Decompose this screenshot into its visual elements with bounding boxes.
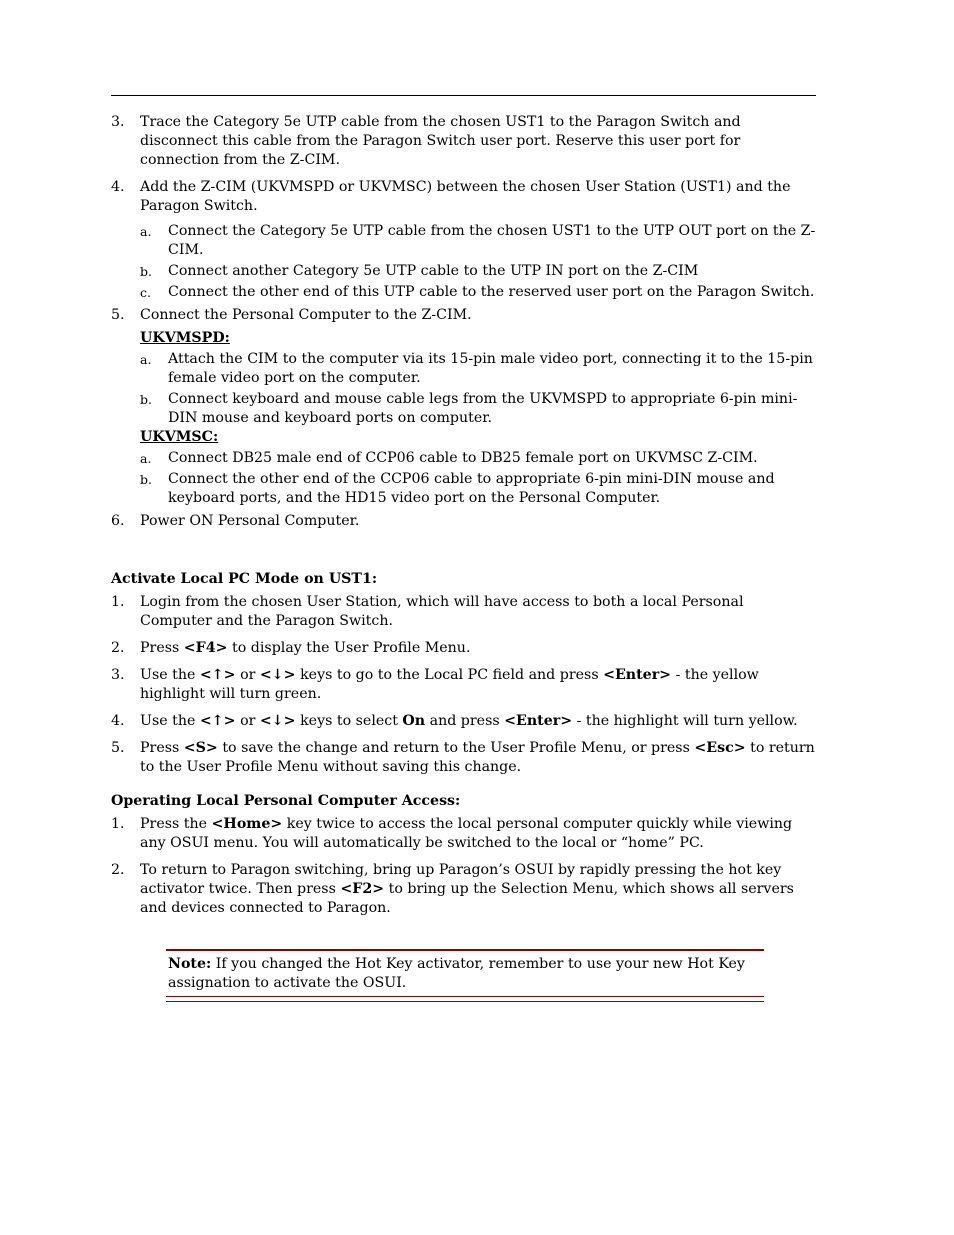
ukvmsc-b: b. Connect the other end of the CCP06 cable to appropriate 6-pin mini-DIN mouse and keyboard ports, and the HD15 video port on the Personal Computer. bbox=[140, 471, 775, 506]
activate-step-4: 4. Use the <↑> or <↓> keys to select On and press <Enter> - the highlight will turn yellow. bbox=[111, 713, 798, 729]
activate-step-3: 3. Use the <↑> or <↓> keys to go to the Local PC field and press <Enter> - the yellow highlight will turn green. bbox=[111, 667, 759, 702]
note-text: If you changed the Hot Key activator, remember to use your new Hot Key assignation to activate the OSUI. bbox=[168, 956, 745, 991]
document-body bbox=[111, 113, 816, 918]
note-bottom-rule bbox=[166, 996, 764, 1002]
note-box bbox=[166, 949, 764, 997]
activate-step-1: 1. Login from the chosen User Station, which will have access to both a local Personal Computer and the Paragon Switch. bbox=[111, 594, 744, 629]
step-5: 5. Connect the Personal Computer to the Z-CIM. bbox=[111, 307, 472, 323]
step-4a: a. Connect the Category 5e UTP cable from the chosen UST1 to the UTP OUT port on the Z-CIM. bbox=[140, 223, 816, 258]
activate-step-2: 2. Press <F4> to display the User Profile Menu. bbox=[111, 640, 471, 656]
step-4: 4. Add the Z-CIM (UKVMSPD or UKVMSC) between the chosen User Station (UST1) and the Paragon Switch. bbox=[111, 179, 791, 214]
step-3: 3. Trace the Category 5e UTP cable from the chosen UST1 to the Paragon Switch and disconnect this cable from the Paragon Switch user port. Reserve this user port for connection from the Z-CIM. bbox=[111, 114, 741, 168]
step-6: 6. Power ON Personal Computer. bbox=[111, 513, 360, 529]
ukvmsc-label: UKVMSC: bbox=[140, 429, 219, 445]
ukvmspd-b: b. Connect keyboard and mouse cable legs from the UKVMSPD to appropriate 6-pin mini-DIN mouse and keyboard ports on computer. bbox=[140, 391, 798, 426]
ukvmspd-label: UKVMSPD: bbox=[140, 330, 230, 346]
ukvmspd-a: a. Attach the CIM to the computer via its 15-pin male video port, connecting it to the 15-pin female video port on the computer. bbox=[140, 351, 813, 386]
activate-heading: Activate Local PC Mode on UST1: bbox=[111, 571, 378, 587]
step-4b: b. Connect another Category 5e UTP cable to the UTP IN port on the Z-CIM bbox=[140, 263, 699, 279]
step-4c: c. Connect the other end of this UTP cable to the reserved user port on the Paragon Switch. bbox=[140, 284, 815, 300]
ukvmsc-a: a. Connect DB25 male end of CCP06 cable to DB25 female port on UKVMSC Z-CIM. bbox=[140, 450, 758, 466]
header-rule bbox=[111, 95, 816, 96]
operating-step-2: 2. To return to Paragon switching, bring up Paragon’s OSUI by rapidly pressing the hot key activator twice. Then press <F2> to bring up the Selection Menu, which shows all servers and devices connected to Paragon. bbox=[111, 862, 794, 916]
operating-heading: Operating Local Personal Computer Access: bbox=[111, 793, 461, 809]
operating-step-1: 1. Press the <Home> key twice to access the local personal computer quickly while viewing any OSUI menu. You will automatically be switched to the local or “home” PC. bbox=[111, 816, 793, 851]
note-label: Note: bbox=[168, 956, 212, 972]
activate-step-5: 5. Press <S> to save the change and return to the User Profile Menu, or press <Esc> to return to the User Profile Menu without saving this change. bbox=[111, 740, 815, 775]
